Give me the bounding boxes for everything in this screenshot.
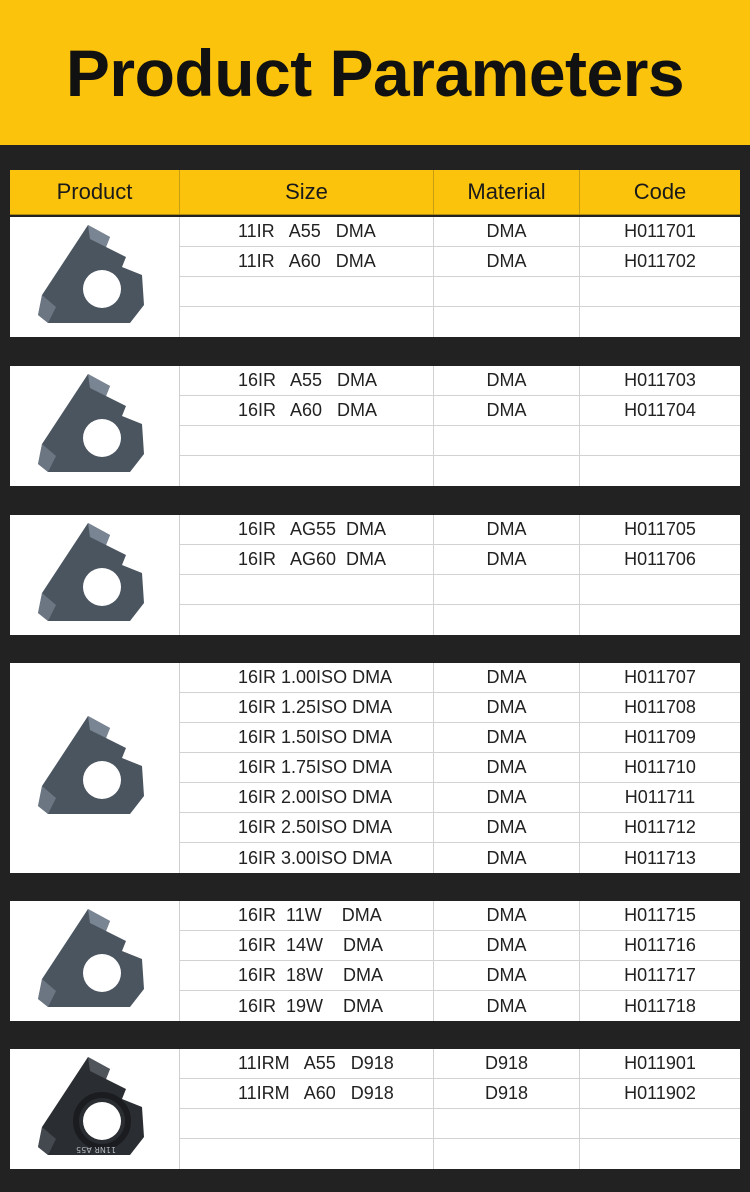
product-group <box>10 663 740 873</box>
size-cell <box>180 456 434 486</box>
code-cell: H011704 <box>624 400 696 420</box>
material-cell: DMA <box>434 515 580 544</box>
table-row <box>180 605 740 635</box>
size-cell: 16IR 19W DMA <box>180 991 434 1021</box>
size-cell: 16IR 18W DMA <box>180 961 434 990</box>
code-cell: H011701 <box>624 221 696 241</box>
code-cell: H011717 <box>624 965 696 985</box>
material-cell: DMA <box>434 663 580 692</box>
thread-insert-icon <box>30 217 160 337</box>
code-cell: H011707 <box>624 667 696 687</box>
table-row <box>180 426 740 456</box>
size-cell: 16IR 1.25ISO DMA <box>180 693 434 722</box>
material-cell: DMA <box>434 366 580 395</box>
material-cell <box>434 1139 580 1169</box>
table-row <box>180 307 740 337</box>
size-cell: 11IR A60 DMA <box>180 247 434 276</box>
product-image <box>10 217 180 337</box>
code-cell: H011711 <box>624 787 696 807</box>
size-cell <box>180 277 434 306</box>
thread-insert-icon <box>30 708 160 828</box>
table-row <box>180 1049 740 1079</box>
table-row <box>180 931 740 961</box>
code-cell: H011715 <box>624 905 696 925</box>
size-cell: 11IR A55 DMA <box>180 217 434 246</box>
material-cell: DMA <box>434 901 580 930</box>
table-row <box>180 1079 740 1109</box>
header-product: Product <box>10 170 180 214</box>
table-row <box>180 1109 740 1139</box>
code-cell <box>580 456 740 486</box>
material-cell: DMA <box>434 931 580 960</box>
product-image <box>10 366 180 486</box>
thread-insert-icon <box>30 1049 160 1169</box>
insert-marking: 11NR A55 <box>75 1145 116 1154</box>
page-title: Product Parameters <box>65 35 685 110</box>
table-row <box>180 991 740 1021</box>
material-cell: DMA <box>434 813 580 842</box>
material-cell <box>434 575 580 604</box>
code-cell: H011716 <box>624 935 696 955</box>
material-cell: DMA <box>434 723 580 752</box>
header-material: Material <box>434 170 580 214</box>
product-group <box>10 1049 740 1169</box>
product-image <box>10 515 180 635</box>
code-cell: H011702 <box>624 251 696 271</box>
material-cell <box>434 1109 580 1138</box>
table-row <box>180 217 740 247</box>
table-row <box>180 901 740 931</box>
size-cell: 11IRM A55 D918 <box>180 1049 434 1078</box>
title-banner <box>0 0 750 145</box>
product-image <box>10 663 180 873</box>
thread-insert-icon <box>30 515 160 635</box>
size-cell: 16IR 14W DMA <box>180 931 434 960</box>
material-cell: D918 <box>434 1079 580 1108</box>
material-cell <box>434 277 580 306</box>
code-cell: H011709 <box>624 727 696 747</box>
code-cell: H011705 <box>624 519 696 539</box>
material-cell: DMA <box>434 991 580 1021</box>
size-cell <box>180 575 434 604</box>
table-row <box>180 575 740 605</box>
size-cell: 16IR 2.00ISO DMA <box>180 783 434 812</box>
size-cell <box>180 1109 434 1138</box>
material-cell <box>434 307 580 337</box>
size-cell <box>180 1139 434 1169</box>
code-cell <box>580 1139 740 1169</box>
code-cell: H011710 <box>624 757 696 777</box>
table-row <box>180 693 740 723</box>
code-cell <box>580 575 740 604</box>
material-cell: DMA <box>434 693 580 722</box>
table-row <box>180 545 740 575</box>
size-cell: 16IR AG55 DMA <box>180 515 434 544</box>
code-cell: H011718 <box>624 995 696 1016</box>
size-cell: 16IR AG60 DMA <box>180 545 434 574</box>
material-cell: DMA <box>434 753 580 782</box>
product-group <box>10 515 740 635</box>
product-image <box>10 1049 180 1169</box>
code-cell: H011713 <box>624 847 696 868</box>
table-row <box>180 723 740 753</box>
table-row <box>180 515 740 545</box>
code-cell: H011902 <box>624 1083 696 1103</box>
size-cell: 16IR 3.00ISO DMA <box>180 843 434 873</box>
size-cell: 16IR 11W DMA <box>180 901 434 930</box>
table-row <box>180 247 740 277</box>
code-cell <box>580 426 740 455</box>
table-row <box>180 277 740 307</box>
size-cell: 16IR 1.50ISO DMA <box>180 723 434 752</box>
size-cell <box>180 307 434 337</box>
code-cell <box>580 605 740 635</box>
size-cell <box>180 426 434 455</box>
table-row <box>180 366 740 396</box>
table-row <box>180 1139 740 1169</box>
header-size: Size <box>180 170 434 214</box>
size-cell: 16IR 2.50ISO DMA <box>180 813 434 842</box>
table-row <box>180 456 740 486</box>
material-cell: DMA <box>434 247 580 276</box>
product-group <box>10 366 740 486</box>
material-cell: DMA <box>434 545 580 574</box>
product-group <box>10 901 740 1021</box>
code-cell: H011706 <box>624 549 696 569</box>
size-cell <box>180 605 434 635</box>
thread-insert-icon <box>30 366 160 486</box>
code-cell: H011901 <box>624 1053 696 1073</box>
material-cell: D918 <box>434 1049 580 1078</box>
header-code: Code <box>633 179 687 204</box>
size-cell: 16IR 1.75ISO DMA <box>180 753 434 782</box>
table-row <box>180 813 740 843</box>
material-cell: DMA <box>434 783 580 812</box>
product-group <box>10 217 740 337</box>
material-cell: DMA <box>434 217 580 246</box>
material-cell <box>434 605 580 635</box>
size-cell: 16IR A60 DMA <box>180 396 434 425</box>
code-cell <box>580 307 740 337</box>
size-cell: 16IR A55 DMA <box>180 366 434 395</box>
size-cell: 11IRM A60 D918 <box>180 1079 434 1108</box>
table-row <box>180 396 740 426</box>
table-row <box>180 663 740 693</box>
product-image <box>10 901 180 1021</box>
size-cell: 16IR 1.00ISO DMA <box>180 663 434 692</box>
material-cell <box>434 426 580 455</box>
code-cell: H011712 <box>624 817 696 837</box>
table-row <box>180 843 740 873</box>
code-cell: H011703 <box>624 370 696 390</box>
table-header <box>10 170 740 215</box>
table-row <box>180 961 740 991</box>
code-cell <box>580 1109 740 1138</box>
material-cell <box>434 456 580 486</box>
material-cell: DMA <box>434 961 580 990</box>
table-row <box>180 753 740 783</box>
table-row <box>180 783 740 813</box>
material-cell: DMA <box>434 843 580 873</box>
code-cell <box>580 277 740 306</box>
code-cell: H011708 <box>624 697 696 717</box>
material-cell: DMA <box>434 396 580 425</box>
thread-insert-icon <box>30 901 160 1021</box>
